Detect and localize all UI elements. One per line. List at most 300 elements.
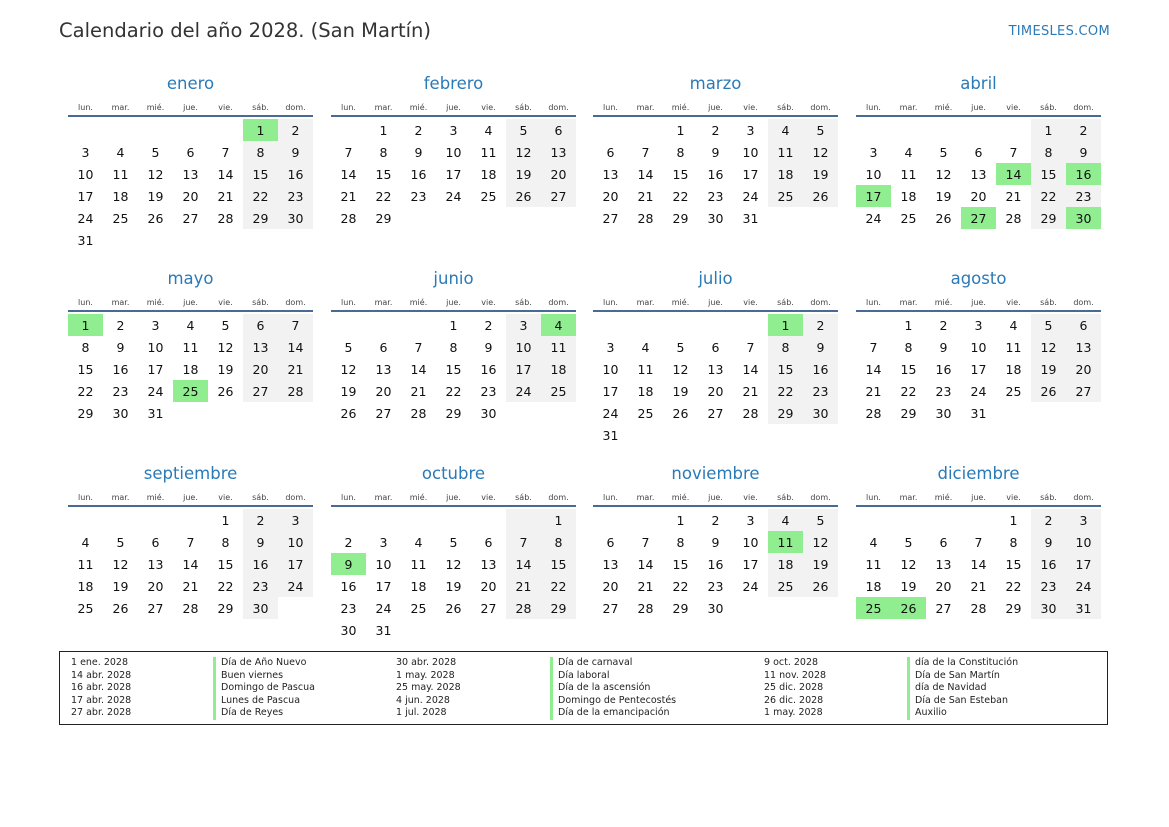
weekday-label: vie. <box>1006 298 1021 307</box>
weekday-label: dom. <box>548 493 569 502</box>
day-cell: 16 <box>707 556 724 572</box>
weekday-header <box>331 96 576 112</box>
day-cell: 6 <box>606 534 615 550</box>
weekday-label: vie. <box>1006 103 1021 112</box>
day-cell: 26 <box>147 210 164 226</box>
day-cell: 15 <box>900 361 917 377</box>
legend-holiday-name: Lunes de Pascua <box>213 695 315 708</box>
legend-holiday-name: día de la Constitución <box>907 657 1018 670</box>
weekday-label: lun. <box>603 493 618 502</box>
weekday-label: mié. <box>146 103 165 112</box>
empty-day-cell <box>103 119 138 141</box>
day-cell: 2 <box>1066 119 1101 141</box>
day-cell: 24 <box>1066 575 1101 597</box>
day-cell: 22 <box>217 578 234 594</box>
day-cell: 22 <box>768 380 803 402</box>
day-cell: 11 <box>541 336 576 358</box>
day-cell: 16 <box>707 166 724 182</box>
day-cell: 28 <box>182 600 199 616</box>
weekday-label: mié. <box>146 298 165 307</box>
day-cell: 31 <box>147 405 164 421</box>
weekday-label: lun. <box>603 298 618 307</box>
day-cell: 23 <box>935 383 952 399</box>
weekday-label: lun. <box>78 493 93 502</box>
day-cell: 23 <box>340 600 357 616</box>
day-cell: 5 <box>344 339 353 355</box>
day-cell: 3 <box>278 509 313 531</box>
day-cell: 31 <box>1066 597 1101 619</box>
day-cell: 14 <box>340 166 357 182</box>
weekday-label: jue. <box>708 298 723 307</box>
day-cell: 16 <box>112 361 129 377</box>
holiday-day-cell: 26 <box>891 597 926 619</box>
day-cell: 20 <box>707 383 724 399</box>
day-cell: 22 <box>672 578 689 594</box>
weekday-label: sáb. <box>1040 493 1057 502</box>
month-name: octubre <box>421 464 486 483</box>
day-cell: 6 <box>151 534 160 550</box>
weekday-label: mar. <box>111 493 130 502</box>
day-cell: 30 <box>1031 597 1066 619</box>
month-9 <box>331 462 576 641</box>
weekday-label: dom. <box>1073 298 1094 307</box>
empty-day-cell <box>331 314 366 336</box>
day-cell: 25 <box>768 185 803 207</box>
weekday-label: mar. <box>636 103 655 112</box>
day-cell: 14 <box>410 361 427 377</box>
day-cell: 20 <box>541 163 576 185</box>
weekday-label: vie. <box>481 493 496 502</box>
weekday-label: sáb. <box>252 103 269 112</box>
day-cell: 16 <box>410 166 427 182</box>
day-grid <box>68 314 313 424</box>
day-cell: 8 <box>449 339 458 355</box>
day-cell: 14 <box>182 556 199 572</box>
day-cell: 10 <box>1066 531 1101 553</box>
month-4 <box>68 267 313 424</box>
day-cell: 24 <box>742 578 759 594</box>
day-cell: 9 <box>116 339 125 355</box>
month-5 <box>331 267 576 424</box>
day-cell: 11 <box>865 556 882 572</box>
weekday-label: vie. <box>218 493 233 502</box>
day-cell: 18 <box>182 361 199 377</box>
weekday-label: dom. <box>1073 103 1094 112</box>
day-cell: 21 <box>506 575 541 597</box>
day-cell: 23 <box>480 383 497 399</box>
day-cell: 23 <box>707 188 724 204</box>
day-cell: 10 <box>77 166 94 182</box>
day-cell: 25 <box>900 210 917 226</box>
month-11 <box>856 462 1101 619</box>
empty-day-cell <box>208 119 243 141</box>
day-cell: 12 <box>217 339 234 355</box>
weekday-label: dom. <box>285 298 306 307</box>
day-cell: 18 <box>900 188 917 204</box>
day-cell: 14 <box>637 166 654 182</box>
day-cell: 24 <box>147 383 164 399</box>
header-rule <box>331 310 576 312</box>
month-name: septiembre <box>143 464 238 483</box>
day-cell: 2 <box>414 122 423 138</box>
day-cell: 15 <box>1031 163 1066 185</box>
day-cell: 28 <box>1005 210 1022 226</box>
day-cell: 26 <box>217 383 234 399</box>
header-rule <box>856 505 1101 507</box>
weekday-label: mar. <box>899 493 918 502</box>
day-grid <box>593 509 838 619</box>
day-cell: 26 <box>803 185 838 207</box>
day-cell: 3 <box>81 144 90 160</box>
day-cell: 5 <box>151 144 160 160</box>
header-rule <box>593 115 838 117</box>
day-grid <box>68 119 313 251</box>
day-cell: 11 <box>410 556 427 572</box>
empty-day-cell <box>593 314 628 336</box>
holiday-day-cell: 25 <box>173 380 208 402</box>
weekday-label: mié. <box>409 103 428 112</box>
day-cell: 30 <box>707 600 724 616</box>
weekday-label: jue. <box>446 493 461 502</box>
day-cell: 28 <box>742 405 759 421</box>
header-rule <box>68 115 313 117</box>
empty-day-cell <box>891 119 926 141</box>
day-cell: 3 <box>746 512 755 528</box>
weekday-label: sáb. <box>777 103 794 112</box>
weekday-label: sáb. <box>515 298 532 307</box>
day-cell: 6 <box>186 144 195 160</box>
day-cell: 5 <box>676 339 685 355</box>
day-cell: 29 <box>375 210 392 226</box>
month-6 <box>593 267 838 446</box>
weekday-label: mar. <box>374 298 393 307</box>
day-cell: 12 <box>935 166 952 182</box>
header-rule <box>331 115 576 117</box>
weekday-label: mar. <box>374 103 393 112</box>
legend-date: 16 abr. 2028 <box>71 682 132 694</box>
legend-holiday-name: Día de la emancipación <box>550 707 676 720</box>
weekday-label: vie. <box>218 298 233 307</box>
day-grid <box>856 314 1101 424</box>
day-cell: 24 <box>77 210 94 226</box>
day-grid <box>856 119 1101 229</box>
holiday-day-cell: 14 <box>996 163 1031 185</box>
day-cell: 3 <box>449 122 458 138</box>
day-cell: 31 <box>77 232 94 248</box>
day-cell: 13 <box>480 556 497 572</box>
day-cell: 10 <box>278 531 313 553</box>
day-cell: 29 <box>541 597 576 619</box>
day-cell: 17 <box>602 383 619 399</box>
weekday-label: lun. <box>78 103 93 112</box>
holiday-day-cell: 1 <box>243 119 278 141</box>
day-cell: 6 <box>243 314 278 336</box>
day-cell: 7 <box>641 534 650 550</box>
day-cell: 8 <box>1031 141 1066 163</box>
day-cell: 1 <box>904 317 913 333</box>
day-cell: 2 <box>711 512 720 528</box>
empty-day-cell <box>996 119 1031 141</box>
day-cell: 24 <box>445 188 462 204</box>
day-cell: 26 <box>803 575 838 597</box>
legend-holiday-name: Día de San Martín <box>907 670 1018 683</box>
day-cell: 2 <box>711 122 720 138</box>
header-rule <box>68 505 313 507</box>
day-cell: 6 <box>541 119 576 141</box>
day-grid <box>331 314 576 424</box>
day-cell: 20 <box>147 578 164 594</box>
day-cell: 25 <box>768 575 803 597</box>
day-cell: 4 <box>904 144 913 160</box>
empty-day-cell <box>856 119 891 141</box>
weekday-label: vie. <box>481 103 496 112</box>
day-cell: 15 <box>217 556 234 572</box>
empty-day-cell <box>401 509 436 531</box>
day-cell: 8 <box>904 339 913 355</box>
day-cell: 16 <box>278 163 313 185</box>
empty-day-cell <box>506 509 541 531</box>
day-cell: 13 <box>147 556 164 572</box>
day-cell: 17 <box>77 188 94 204</box>
legend-date: 1 jul. 2028 <box>396 707 447 719</box>
day-cell: 29 <box>672 210 689 226</box>
day-cell: 16 <box>243 553 278 575</box>
day-cell: 11 <box>77 556 94 572</box>
day-cell: 25 <box>541 380 576 402</box>
day-cell: 5 <box>221 317 230 333</box>
day-cell: 10 <box>375 556 392 572</box>
day-cell: 22 <box>900 383 917 399</box>
month-name: febrero <box>423 74 484 93</box>
day-cell: 28 <box>506 597 541 619</box>
day-cell: 30 <box>112 405 129 421</box>
holiday-day-cell: 9 <box>331 553 366 575</box>
day-cell: 21 <box>1005 188 1022 204</box>
day-cell: 9 <box>243 531 278 553</box>
day-cell: 8 <box>221 534 230 550</box>
day-cell: 11 <box>637 361 654 377</box>
day-cell: 22 <box>541 575 576 597</box>
day-cell: 22 <box>243 185 278 207</box>
legend-names-col1 <box>213 657 315 720</box>
empty-day-cell <box>366 509 401 531</box>
day-cell: 30 <box>243 597 278 619</box>
day-cell: 28 <box>278 380 313 402</box>
day-cell: 1 <box>541 509 576 531</box>
empty-day-cell <box>138 119 173 141</box>
weekday-label: dom. <box>1073 493 1094 502</box>
day-cell: 14 <box>742 361 759 377</box>
weekday-header <box>68 96 313 112</box>
day-cell: 21 <box>182 578 199 594</box>
day-cell: 2 <box>344 534 353 550</box>
weekday-label: mar. <box>899 298 918 307</box>
day-cell: 22 <box>1005 578 1022 594</box>
empty-day-cell <box>628 509 663 531</box>
day-cell: 9 <box>414 144 423 160</box>
legend-holiday-name: Buen viernes <box>213 670 315 683</box>
day-cell: 25 <box>112 210 129 226</box>
day-cell: 21 <box>970 578 987 594</box>
day-cell: 6 <box>606 144 615 160</box>
day-cell: 3 <box>746 122 755 138</box>
day-cell: 15 <box>541 553 576 575</box>
header-rule <box>856 115 1101 117</box>
holiday-day-cell: 17 <box>856 185 891 207</box>
day-cell: 9 <box>803 336 838 358</box>
day-cell: 6 <box>484 534 493 550</box>
day-cell: 12 <box>672 361 689 377</box>
weekday-label: mar. <box>111 103 130 112</box>
empty-day-cell <box>436 509 471 531</box>
legend-holiday-name: Día laboral <box>550 670 676 683</box>
weekday-label: jue. <box>971 298 986 307</box>
day-cell: 18 <box>768 553 803 575</box>
day-cell: 30 <box>803 402 838 424</box>
day-cell: 30 <box>935 405 952 421</box>
day-cell: 12 <box>112 556 129 572</box>
day-cell: 31 <box>742 210 759 226</box>
day-cell: 6 <box>1066 314 1101 336</box>
weekday-label: vie. <box>743 298 758 307</box>
header-rule <box>593 310 838 312</box>
weekday-label: mié. <box>934 493 953 502</box>
day-cell: 21 <box>217 188 234 204</box>
month-name: diciembre <box>937 464 1020 483</box>
holiday-day-cell: 4 <box>541 314 576 336</box>
day-cell: 14 <box>970 556 987 572</box>
day-cell: 26 <box>340 405 357 421</box>
weekday-label: jue. <box>446 103 461 112</box>
day-cell: 15 <box>243 163 278 185</box>
day-cell: 11 <box>1005 339 1022 355</box>
day-cell: 27 <box>707 405 724 421</box>
weekday-label: mié. <box>934 103 953 112</box>
day-cell: 9 <box>939 339 948 355</box>
weekday-label: vie. <box>743 103 758 112</box>
day-cell: 2 <box>803 314 838 336</box>
weekday-label: sáb. <box>252 493 269 502</box>
day-cell: 5 <box>803 119 838 141</box>
day-cell: 12 <box>803 141 838 163</box>
day-cell: 14 <box>865 361 882 377</box>
day-cell: 15 <box>375 166 392 182</box>
day-cell: 18 <box>637 383 654 399</box>
day-cell: 13 <box>375 361 392 377</box>
legend-dates-col1 <box>71 657 131 720</box>
weekday-label: dom. <box>548 298 569 307</box>
day-cell: 15 <box>672 166 689 182</box>
empty-day-cell <box>68 509 103 531</box>
day-cell: 18 <box>1005 361 1022 377</box>
empty-day-cell <box>366 314 401 336</box>
legend-date: 1 may. 2028 <box>764 707 823 719</box>
day-cell: 19 <box>445 578 462 594</box>
day-cell: 16 <box>1031 553 1066 575</box>
weekday-label: mié. <box>409 493 428 502</box>
month-10 <box>593 462 838 619</box>
weekday-label: vie. <box>1006 493 1021 502</box>
weekday-label: dom. <box>285 493 306 502</box>
day-cell: 24 <box>970 383 987 399</box>
day-cell: 4 <box>484 122 493 138</box>
holiday-day-cell: 30 <box>1066 207 1101 229</box>
empty-day-cell <box>593 509 628 531</box>
day-cell: 28 <box>410 405 427 421</box>
day-cell: 23 <box>1031 575 1066 597</box>
day-cell: 19 <box>900 578 917 594</box>
day-cell: 12 <box>803 531 838 553</box>
day-cell: 23 <box>243 575 278 597</box>
day-cell: 8 <box>243 141 278 163</box>
day-cell: 20 <box>480 578 497 594</box>
day-cell: 17 <box>742 166 759 182</box>
month-name: marzo <box>689 74 742 93</box>
day-cell: 10 <box>865 166 882 182</box>
day-cell: 14 <box>278 336 313 358</box>
day-cell: 8 <box>676 144 685 160</box>
weekday-label: lun. <box>341 103 356 112</box>
day-cell: 27 <box>182 210 199 226</box>
day-cell: 5 <box>449 534 458 550</box>
empty-day-cell <box>173 509 208 531</box>
day-cell: 9 <box>484 339 493 355</box>
day-grid <box>331 509 576 641</box>
day-cell: 7 <box>278 314 313 336</box>
legend-date: 1 may. 2028 <box>396 669 455 681</box>
legend-date: 14 abr. 2028 <box>71 669 132 681</box>
day-cell: 11 <box>768 141 803 163</box>
day-cell: 27 <box>375 405 392 421</box>
empty-day-cell <box>103 509 138 531</box>
weekday-label: dom. <box>810 103 831 112</box>
day-cell: 26 <box>112 600 129 616</box>
weekday-label: vie. <box>481 298 496 307</box>
day-cell: 19 <box>112 578 129 594</box>
day-cell: 29 <box>768 402 803 424</box>
day-cell: 1 <box>221 512 230 528</box>
legend-date: 30 abr. 2028 <box>396 657 457 668</box>
day-cell: 5 <box>904 534 913 550</box>
weekday-label: lun. <box>341 298 356 307</box>
day-cell: 30 <box>340 622 357 638</box>
empty-day-cell <box>628 314 663 336</box>
day-cell: 19 <box>217 361 234 377</box>
day-cell: 7 <box>974 534 983 550</box>
legend-dates-col3 <box>764 657 826 720</box>
weekday-label: lun. <box>341 493 356 502</box>
empty-day-cell <box>926 509 961 531</box>
day-cell: 14 <box>217 166 234 182</box>
weekday-label: jue. <box>183 493 198 502</box>
day-cell: 5 <box>506 119 541 141</box>
day-cell: 28 <box>637 210 654 226</box>
day-cell: 1 <box>379 122 388 138</box>
day-cell: 1 <box>676 512 685 528</box>
day-grid <box>68 509 313 619</box>
day-cell: 18 <box>541 358 576 380</box>
day-cell: 29 <box>243 207 278 229</box>
day-cell: 7 <box>186 534 195 550</box>
brand-link[interactable]: TIMESLES.COM <box>1008 24 1110 39</box>
day-cell: 4 <box>186 317 195 333</box>
holiday-legend <box>59 651 1108 725</box>
day-cell: 6 <box>711 339 720 355</box>
day-cell: 21 <box>742 383 759 399</box>
day-cell: 12 <box>340 361 357 377</box>
empty-day-cell <box>733 314 768 336</box>
legend-date: 25 dic. 2028 <box>764 682 824 694</box>
